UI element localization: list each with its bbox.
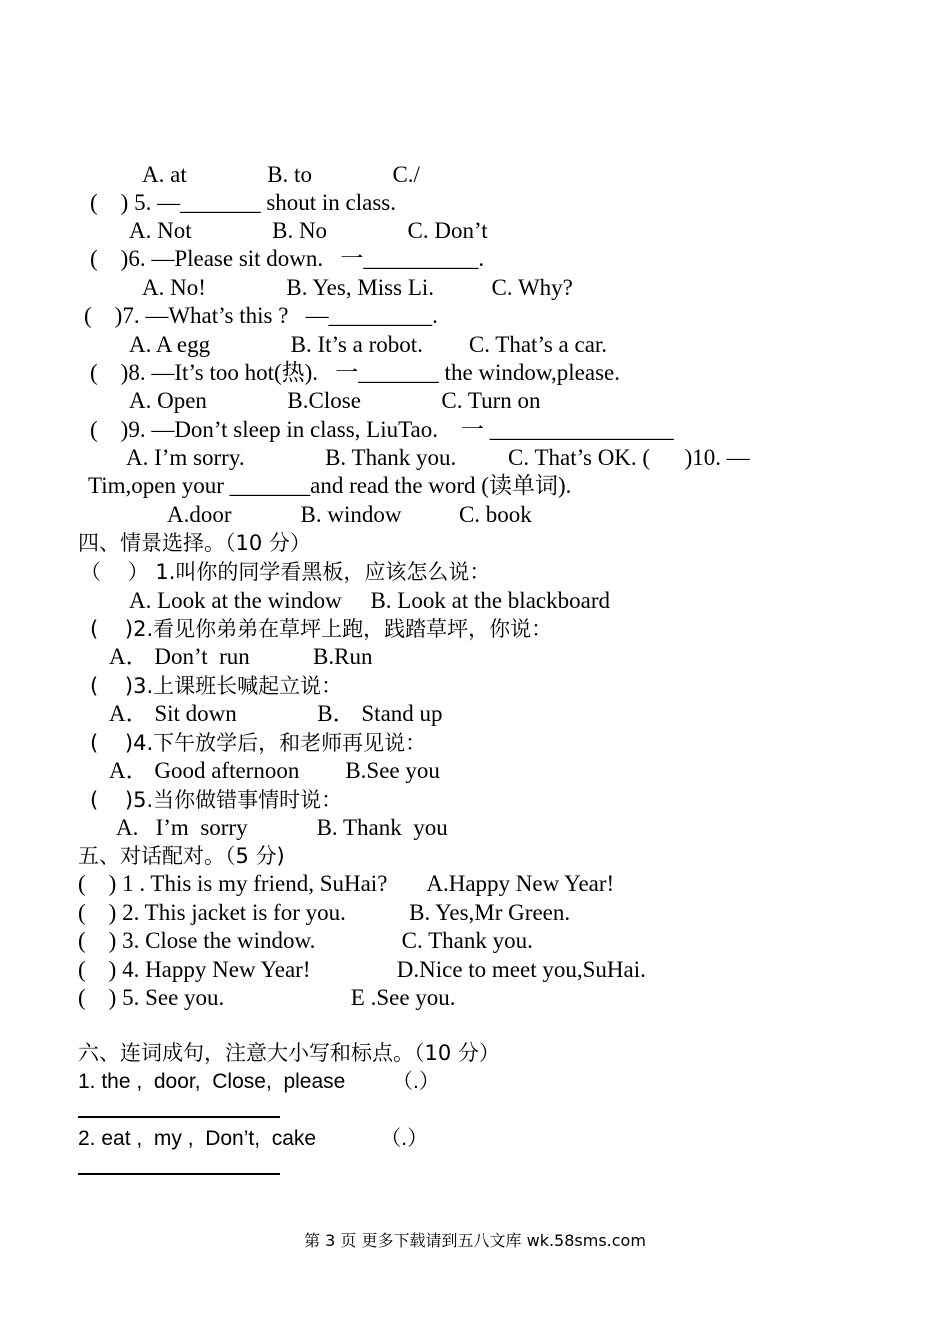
q9-question: ( )9. —Don’t sleep in class, LiuTao. 一 ________________	[90, 417, 674, 442]
s6-q1: 1. the , door, Close, please （.）	[78, 1070, 440, 1093]
s4-q4-question: ( )4.下午放学后，和老师再见说：	[90, 731, 427, 755]
q7-options: A. A egg B. It’s a robot. C. That’s a car.	[129, 332, 608, 357]
q9-options: A. I’m sorry. B. Thank you. C. That’s OK. ( )10. —	[126, 445, 750, 470]
q10-options: A.door B. window C. book	[167, 502, 532, 527]
q6-question: ( )6. —Please sit down. 一__________.	[90, 246, 485, 271]
s4-q1-question: （ ） 1.叫你的同学看黑板，应该怎么说：	[80, 560, 491, 584]
s5-row-2: ( ) 2. This jacket is for you. B. Yes,Mr Green.	[78, 900, 571, 925]
q5-options: A. Not B. No C. Don’t	[129, 218, 488, 243]
s5-row-1: ( ) 1 . This is my friend, SuHai? A.Happy New Year!	[78, 871, 615, 896]
s5-row-5: ( ) 5. See you. E .See you.	[78, 985, 456, 1010]
section-4-heading: 四、情景选择。（10 分）	[78, 531, 311, 555]
s5-row-4: ( ) 4. Happy New Year! D.Nice to meet you,SuHai.	[78, 957, 646, 982]
s4-q4-options: A． Good afternoon B.See you	[109, 758, 440, 783]
s4-q3-question: ( )3.上课班长喊起立说：	[90, 674, 343, 698]
s5-row-3: ( ) 3. Close the window. C. Thank you.	[78, 928, 533, 953]
q4-options: A. at B. to C./	[142, 162, 420, 187]
q7-question: ( )7. —What’s this ? —_________.	[84, 303, 438, 328]
s4-q2-question: ( )2.看见你弟弟在草坪上跑，践踏草坪，你说：	[90, 617, 553, 641]
s4-q2-options: A． Don’t run B.Run	[109, 644, 373, 669]
s6-q2: 2. eat , my , Don’t, cake （.）	[78, 1127, 429, 1150]
s4-q1-options: A. Look at the window B. Look at the blackboard	[129, 588, 610, 613]
section-5-heading: 五、对话配对。（5 分)	[78, 844, 285, 868]
answer-line-2	[78, 1173, 280, 1175]
page-footer: 第 3 页 更多下载请到五八文库 wk.58sms.com	[304, 1231, 646, 1250]
q10-question: Tim,open your _______and read the word (读单词).	[88, 473, 572, 498]
q6-options: A. No! B. Yes, Miss Li. C. Why?	[142, 275, 573, 300]
q8-options: A. Open B.Close C. Turn on	[129, 388, 541, 413]
q5-question: ( ) 5. —_______ shout in class.	[90, 190, 397, 215]
s4-q5-options: A. I’m sorry B. Thank you	[116, 815, 448, 840]
answer-line-1	[78, 1116, 280, 1118]
q8-question: ( )8. —It’s too hot(热). 一_______ the window,please.	[90, 360, 620, 385]
section-6-heading: 六、连词成句，注意大小写和标点。（10 分）	[78, 1041, 500, 1065]
s4-q5-question: ( )5.当你做错事情时说：	[90, 788, 343, 812]
s4-q3-options: A． Sit down B． Stand up	[109, 701, 443, 726]
